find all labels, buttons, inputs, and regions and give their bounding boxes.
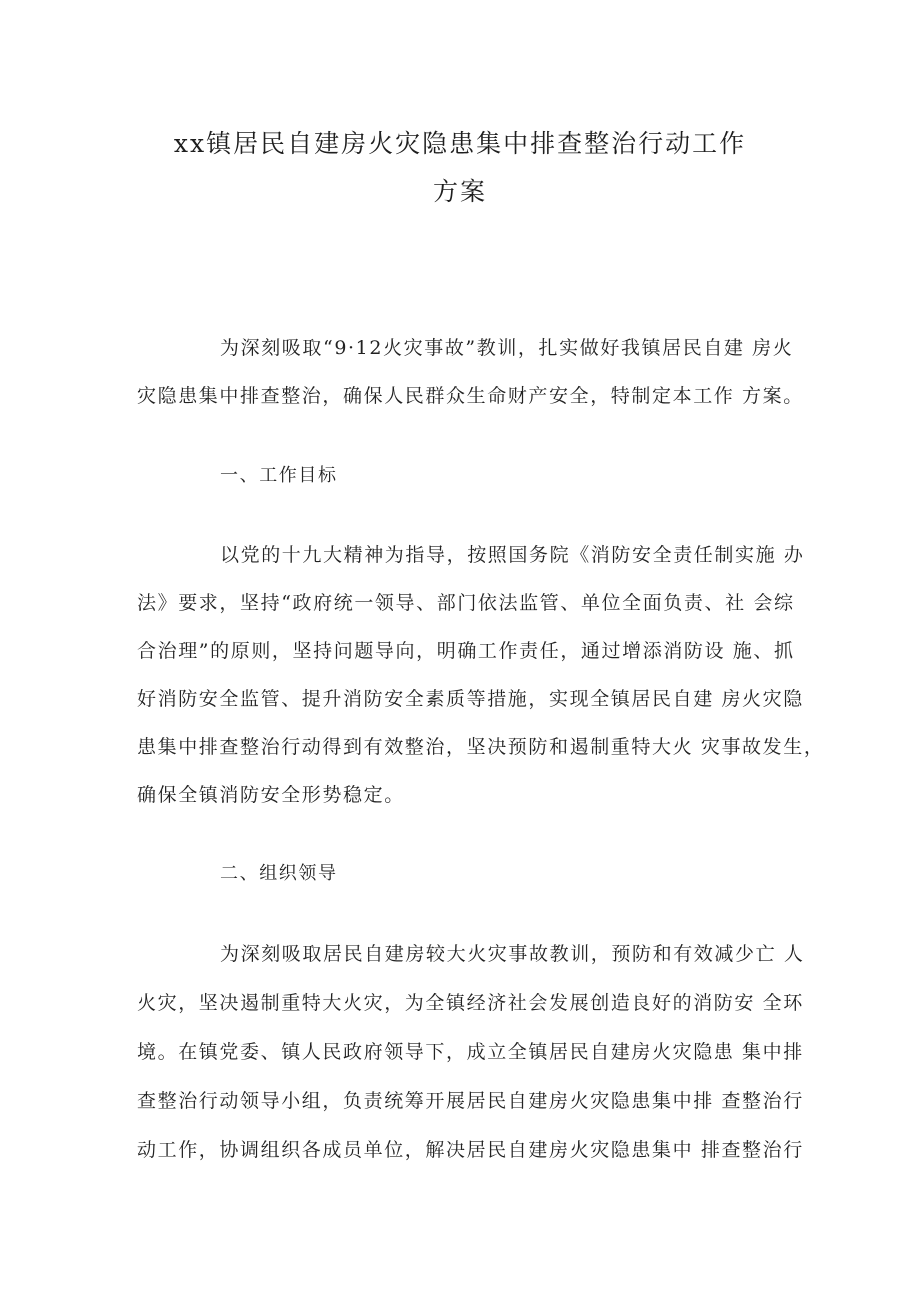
- section-1-line-5: 患集中排查整治行动得到有效整治，坚决预防和遏制重特大火 灾事故发生，: [137, 736, 825, 758]
- section-2-line-1: 为深刻吸取居民自建房较大火灾事故教训，预防和有效减少亡 人: [220, 943, 805, 965]
- document-title-line-1: xx镇居民自建房火灾隐患集中排查整治行动工作: [173, 129, 747, 158]
- section-1-line-1: 以党的十九大精神为指导，按照国务院《消防安全责任制实施 办: [220, 544, 805, 566]
- section-2-line-2: 火灾，坚决遏制重特大火灾，为全镇经济社会发展创造良好的消防安 全环: [137, 992, 804, 1014]
- intro-line-2: 灾隐患集中排查整治，确保人民群众生命财产安全，特制定本工作 方案。: [137, 385, 804, 407]
- section-1-line-6: 确保全镇消防安全形势稳定。: [137, 784, 405, 806]
- section-2-line-3: 境。在镇党委、镇人民政府领导下，成立全镇居民自建房火灾隐患 集中排: [137, 1041, 804, 1063]
- intro-line-1: 为深刻吸取“9·12火灾事故”教训，扎实做好我镇居民自建 房火: [220, 337, 794, 359]
- section-2-line-5: 动工作，协调组织各成员单位，解决居民自建房火灾隐患集中 排查整治行: [137, 1139, 804, 1161]
- section-2-line-4: 查整治行动领导小组，负责统筹开展居民自建房火灾隐患集中排 查整治行: [137, 1090, 804, 1112]
- section-1-line-3: 合治理”的原则，坚持问题导向，明确工作责任，通过增添消防设 施、抓: [137, 640, 795, 662]
- section-1-heading: 一、工作目标: [220, 465, 338, 486]
- document-title-line-2: 方案: [432, 177, 487, 206]
- section-1-line-4: 好消防安全监管、提升消防安全素质等措施，实现全镇居民自建 房火灾隐: [137, 688, 804, 710]
- section-1-line-2: 法》要求，坚持“政府统一领导、部门依法监管、单位全面负责、社 会综: [137, 592, 795, 614]
- section-2-heading: 二、组织领导: [220, 863, 338, 884]
